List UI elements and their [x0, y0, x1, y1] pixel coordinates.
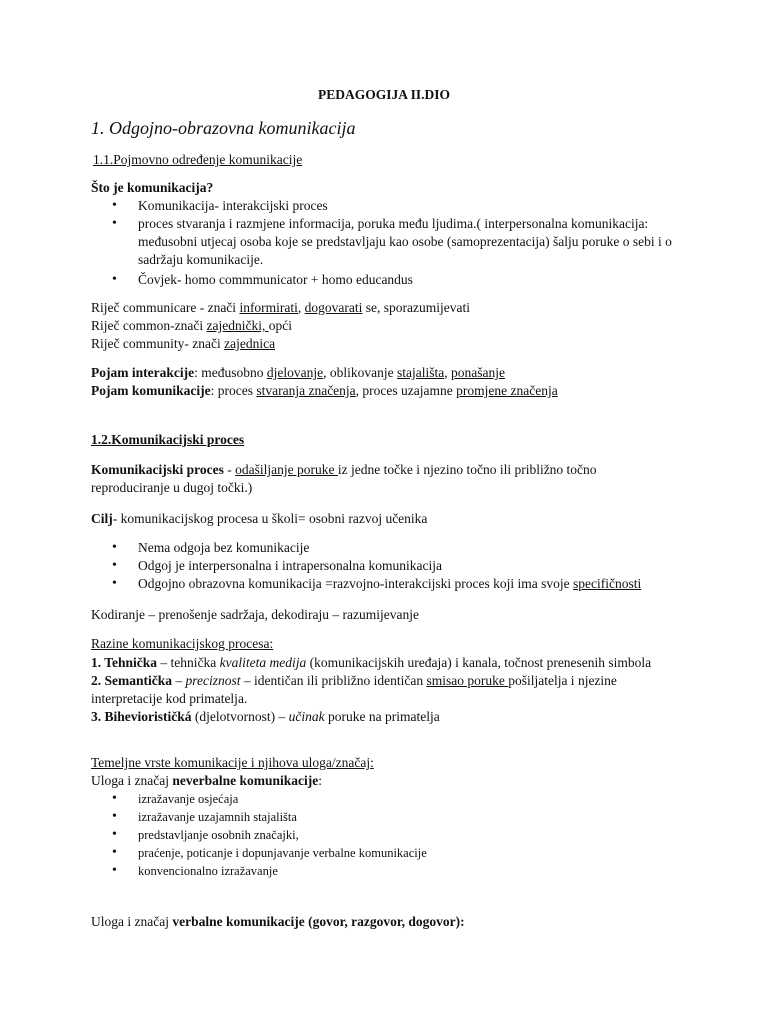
- list-item: • Odgoj je interpersonalna i intrapersonalna komunikacija: [91, 557, 691, 575]
- text: –: [172, 673, 186, 688]
- text: , proces uzajamne: [355, 383, 457, 398]
- text: ,: [297, 300, 305, 315]
- text: – tehnička: [157, 655, 220, 670]
- text: pošiljatelja i njezine interpretacije kod primatelja.: [91, 673, 617, 706]
- text: , oblikovanje: [323, 365, 397, 380]
- text: Uloga i značaj: [91, 914, 173, 929]
- underlined-text: stvaranja značenja: [256, 383, 356, 398]
- underlined-text: zajednički,: [206, 318, 269, 333]
- underlined-text: informirati: [239, 300, 298, 315]
- list-item: • praćenje, poticanje i dopunjavanje verbalne komunikacije: [91, 844, 691, 862]
- types-heading: Temeljne vrste komunikacije i njihova uloga/značaj:: [91, 755, 374, 770]
- bold-term: Komunikacijski proces: [91, 462, 224, 477]
- underlined-text: smisao poruke: [426, 673, 509, 688]
- text: -: [223, 462, 236, 477]
- verbal-heading: [91, 913, 691, 931]
- bold-term: Pojam komunikacije: [91, 383, 211, 398]
- coding-line: Kodiranje – prenošenje sadržaja, dekodiraju – razumijevanje: [91, 607, 419, 622]
- list-item: • izražavanje osjećaja: [91, 790, 691, 808]
- text: Riječ common-znači: [91, 318, 207, 333]
- italic-text: učinak: [288, 709, 325, 724]
- text: iz jedne točke i njezino točno ili približno točno reproduciranje u dugoj točki.): [91, 462, 597, 495]
- italic-text: preciznost: [185, 673, 241, 688]
- text: Uloga i značaj: [91, 773, 173, 788]
- process-definition: [91, 461, 651, 497]
- list-item: • Čovjek- homo commmunicator + homo educandus: [91, 271, 691, 289]
- definition-line: [91, 382, 691, 400]
- underlined-text: dogovarati: [304, 300, 363, 315]
- list-item: • izražavanje uzajamnih stajališta: [91, 808, 691, 826]
- heading-1: 1. Odgojno-obrazovna komunikacija: [91, 118, 356, 138]
- text: : međusobno: [194, 365, 267, 380]
- levels-heading: Razine komunikacijskog procesa:: [91, 636, 274, 651]
- bold-term: neverbalne komunikacije: [172, 773, 319, 788]
- bold-term: 2. Semantička: [91, 673, 172, 688]
- bold-term: verbalne komunikacije (govor, razgovor, dogovor):: [172, 914, 465, 929]
- text: : proces: [210, 383, 257, 398]
- italic-text: kvaliteta medija: [219, 655, 307, 670]
- level-item: [91, 708, 691, 726]
- underlined-text: odašiljanje poruke: [235, 462, 338, 477]
- text: – identičan ili približno identičan: [240, 673, 427, 688]
- underlined-text: stajališta: [396, 365, 445, 380]
- bullet-list-1: [91, 197, 691, 289]
- definition-line: [91, 364, 691, 382]
- text: :: [318, 773, 322, 788]
- text: (djelotvornost) –: [191, 709, 289, 724]
- word-definitions: [91, 299, 691, 353]
- bold-term: Tehnička: [104, 655, 158, 670]
- text: (komunikacijskih uređaja) i kanala, točnost prenesenih simbola: [306, 655, 652, 670]
- bold-term: 3. Biheviorističká: [91, 709, 192, 724]
- nonverbal-heading: [91, 772, 691, 790]
- text: Riječ community- znači: [91, 336, 225, 351]
- question-heading: Što je komunikacija?: [91, 180, 214, 195]
- level-number: 1.: [91, 655, 105, 670]
- underlined-text: ponašanje: [450, 365, 505, 380]
- definition-line: [91, 299, 691, 317]
- underlined-text: promjene značenja: [456, 383, 558, 398]
- definition-line: [91, 317, 691, 335]
- concept-definitions: [91, 364, 691, 400]
- definition-line: [91, 335, 691, 353]
- document-title: PEDAGOGIJA II.DIO: [317, 87, 451, 102]
- bullet-list-2: [91, 539, 691, 593]
- bold-term: Pojam interakcije: [91, 365, 195, 380]
- list-item: • Komunikacija- interakcijski proces: [91, 197, 691, 215]
- text: - komunikacijskog procesa u školi= osobni razvoj učenika: [112, 511, 428, 526]
- text: ,: [444, 365, 451, 380]
- text: poruke na primatelja: [324, 709, 440, 724]
- bullet-list-3: [91, 790, 691, 880]
- list-item: • konvencionalno izražavanje: [91, 862, 691, 880]
- text: Riječ communicare - znači: [91, 300, 240, 315]
- underlined-text: zajednica: [224, 336, 276, 351]
- list-item: [91, 575, 691, 593]
- list-item: • Nema odgoja bez komunikacije: [91, 539, 691, 557]
- bold-term: Cilj: [91, 511, 113, 526]
- list-item: • proces stvaranja i razmjene informacija, poruka među ljudima.( interpersonalna komunikacija: međusobni utjecaj osoba koje se predstavljaju kao osobe (samoprezentacija) šalju poruke o sebi i o sadržaju komunikacije.: [91, 215, 691, 269]
- underlined-text: specifičnosti: [573, 576, 642, 591]
- text: Odgojno obrazovna komunikacija =razvojno-interakcijski proces koji ima svoje: [138, 576, 573, 591]
- goal-line: [91, 510, 691, 528]
- list-item: • predstavljanje osobnih značajki,: [91, 826, 691, 844]
- text: opći: [268, 318, 292, 333]
- underlined-text: djelovanje: [266, 365, 324, 380]
- level-item: [91, 672, 691, 708]
- section-1-2-heading: 1.2.Komunikacijski proces: [91, 432, 245, 447]
- level-item: [91, 654, 691, 672]
- levels-list: [91, 654, 691, 726]
- section-1-1-heading: 1.1.Pojmovno određenje komunikacije: [93, 152, 303, 167]
- text: se, sporazumijevati: [362, 300, 470, 315]
